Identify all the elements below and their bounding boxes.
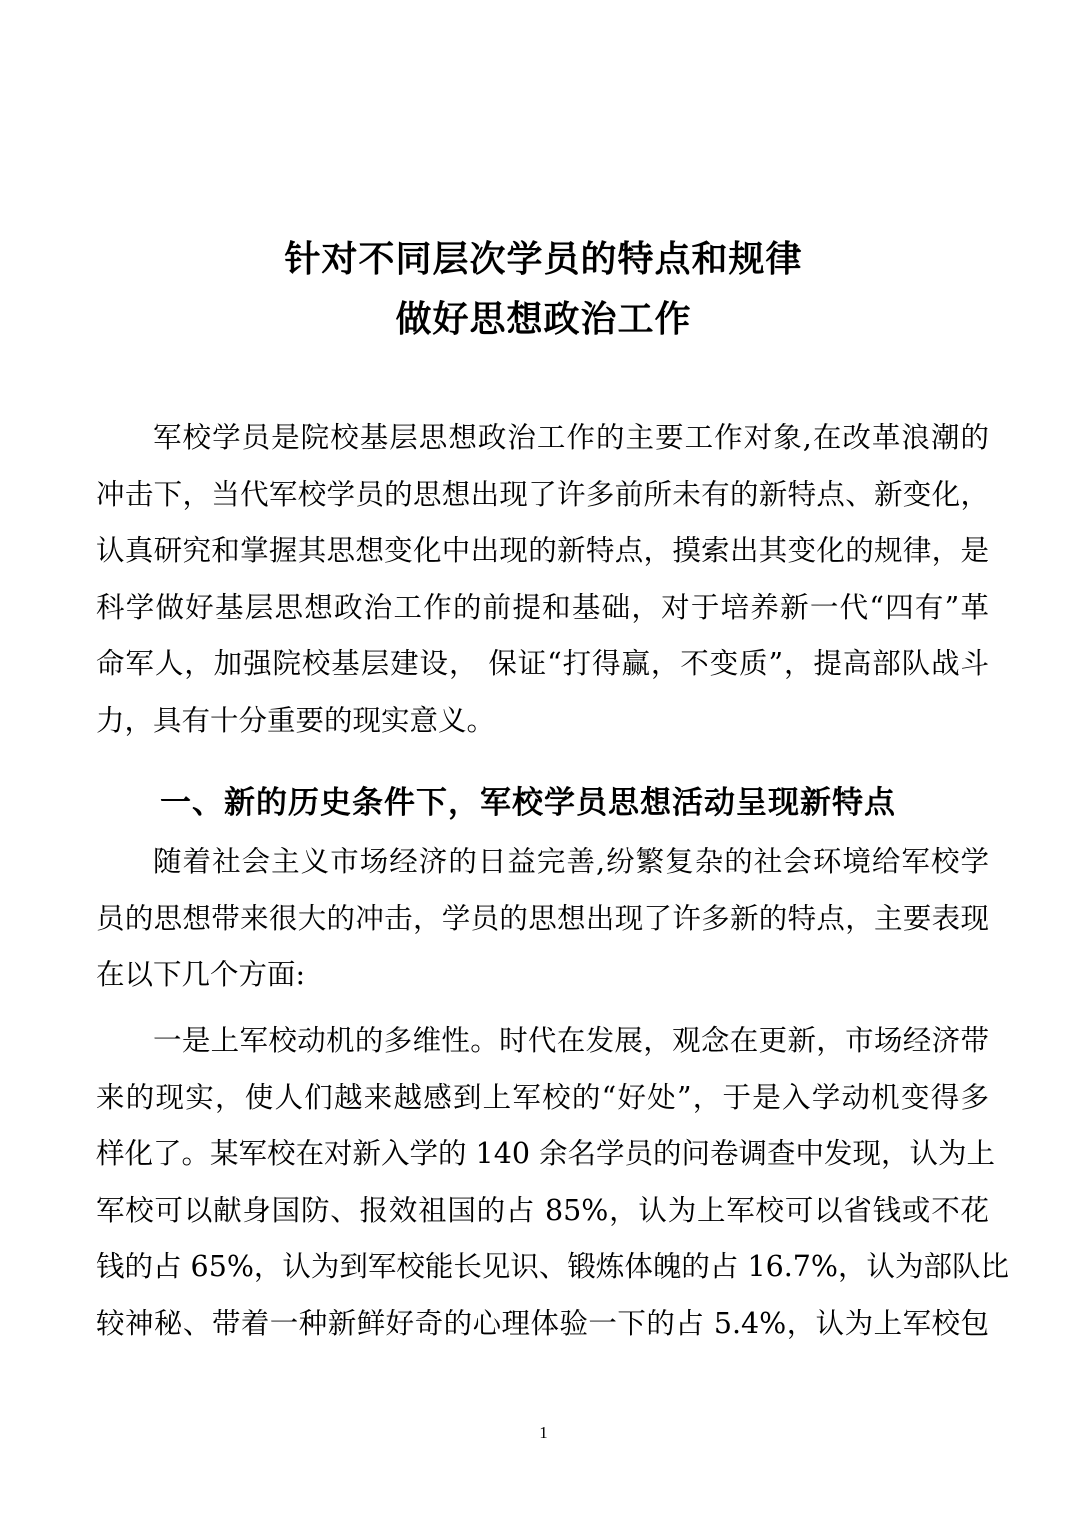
paragraph-line: 认真研究和掌握其思想变化中出现的新特点，摸索出其变化的规律，是 bbox=[96, 534, 989, 567]
paragraph-line: 命军人，加强院校基层建设， 保证“打得赢，不变质”，提高部队战斗 bbox=[96, 647, 989, 680]
paragraph-line: 随着社会主义市场经济的日益完善,纷繁复杂的社会环境给军校学 bbox=[153, 845, 989, 878]
paragraph-line: 在以下几个方面: bbox=[96, 958, 306, 991]
document-title-line-2: 做好思想政治工作 bbox=[395, 299, 692, 340]
page-number: 1 bbox=[539, 1423, 548, 1442]
document-title-line-1: 针对不同层次学员的特点和规律 bbox=[284, 239, 803, 280]
paragraph-line: 军校学员是院校基层思想政治工作的主要工作对象,在改革浪潮的 bbox=[153, 421, 989, 454]
paragraph-line: 科学做好基层思想政治工作的前提和基础，对于培养新一代“四有”革 bbox=[96, 590, 989, 624]
paragraph-line: 冲击下，当代军校学员的思想出现了许多前所未有的新特点、新变化， bbox=[96, 477, 989, 511]
section-heading: 一、新的历史条件下，军校学员思想活动呈现新特点 bbox=[160, 785, 896, 821]
paragraph-line: 较神秘、带着一种新鲜好奇的心理体验一下的占 5.4%，认为上军校包 bbox=[96, 1306, 989, 1340]
paragraph-motivation bbox=[96, 1013, 1010, 1352]
paragraph-line: 样化了。某军校在对新入学的 140 余名学员的问卷调查中发现，认为上 bbox=[96, 1137, 996, 1170]
paragraph-context bbox=[96, 834, 989, 1004]
paragraph-line: 员的思想带来很大的冲击，学员的思想出现了许多新的特点，主要表现 bbox=[96, 901, 989, 935]
paragraph-line: 军校可以献身国防、报效祖国的占 85%，认为上军校可以省钱或不花 bbox=[96, 1193, 989, 1227]
paragraph-line: 钱的占 65%，认为到军校能长见识、锻炼体魄的占 16.7%，认为部队比 bbox=[96, 1250, 1010, 1283]
paragraph-line: 力，具有十分重要的现实意义。 bbox=[96, 703, 496, 737]
paragraph-intro bbox=[96, 410, 989, 749]
paragraph-line: 一是上军校动机的多维性。时代在发展，观念在更新，市场经济带 bbox=[153, 1024, 989, 1057]
paragraph-line: 来的现实，使人们越来越感到上军校的“好处”，于是入学动机变得多 bbox=[96, 1080, 989, 1114]
